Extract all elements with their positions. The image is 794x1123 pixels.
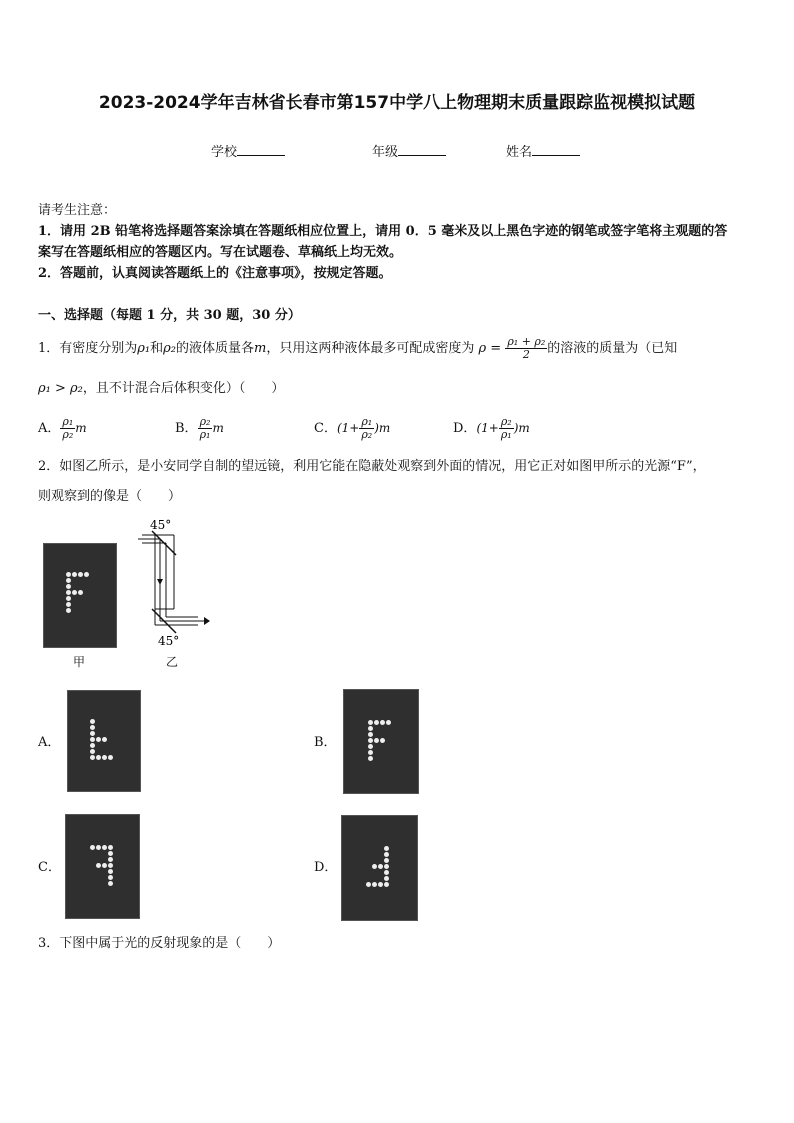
light-dot <box>78 572 83 577</box>
angle-top-label: 45° <box>150 518 172 532</box>
light-dot <box>72 572 77 577</box>
light-dot <box>108 857 113 862</box>
light-dot <box>78 590 83 595</box>
q1-option-suffix: )m <box>374 421 391 435</box>
q1-option-fraction <box>499 416 514 441</box>
q1-frac-num: ρ₁ + ρ₂ <box>507 335 546 348</box>
light-dot <box>96 755 101 760</box>
light-dot <box>374 738 379 743</box>
light-dot <box>368 744 373 749</box>
q1-rho: ρ = <box>478 341 502 356</box>
light-dot <box>108 755 113 760</box>
notice-item2: 2．答题前，认真阅读答题纸上的《注意事项》，按规定答题。 <box>38 266 392 281</box>
light-dot <box>90 719 95 724</box>
light-dot <box>368 738 373 743</box>
light-dot <box>368 720 373 725</box>
q3-stem: 3．下图中属于光的反射现象的是（ ） <box>38 936 281 951</box>
grade-blank <box>398 143 446 156</box>
light-dot <box>368 732 373 737</box>
light-dot <box>384 876 389 881</box>
q1-frac-den: 2 <box>522 348 530 361</box>
q2-option-a-label: A． <box>38 735 61 750</box>
q1-option-fraction <box>198 416 213 441</box>
school-blank <box>237 143 285 156</box>
light-dot <box>108 851 113 856</box>
q1-condition: ρ₁ > ρ₂ <box>38 381 83 396</box>
q1-option-label: D． <box>453 421 477 436</box>
light-dot <box>384 870 389 875</box>
light-dot <box>384 846 389 851</box>
light-dot <box>374 720 379 725</box>
page-title: 2023-2024学年吉林省长春市第157中学八上物理期末质量跟踪监视模拟试题 <box>98 93 696 113</box>
light-dot <box>90 725 95 730</box>
q2-option-b-label: B． <box>314 735 337 750</box>
q1-option-suffix: m <box>212 421 224 435</box>
light-dot <box>384 864 389 869</box>
name-label: 姓名 <box>506 145 533 160</box>
notice-item1b: 案写在答题纸相应的答题区内。写在试题卷、草稿纸上均无效。 <box>38 245 403 260</box>
q2-option-c-image[interactable] <box>65 814 140 919</box>
light-dot <box>66 572 71 577</box>
q2-stem-line1: 2．如图乙所示，是小安同学自制的望远镜，利用它能在隐蔽处观察到外面的情况，用它正对如图甲所示的光源“F”， <box>38 459 706 474</box>
light-dot <box>96 845 101 850</box>
q1-text-and: 和 <box>150 341 164 356</box>
q1-option-prefix: (1+ <box>336 421 360 435</box>
q1-option-denominator: ρ₂ <box>361 428 373 441</box>
light-dot <box>66 596 71 601</box>
figure-yi-periscope <box>138 517 213 647</box>
light-dot <box>108 863 113 868</box>
light-dot <box>102 863 107 868</box>
figure-jia-caption: 甲 <box>73 655 86 669</box>
light-dot <box>366 882 371 887</box>
light-dot <box>378 864 383 869</box>
q1-option-b[interactable] <box>175 416 224 441</box>
light-dot <box>368 750 373 755</box>
q1-m: m <box>254 341 267 356</box>
q1-text-5: ，且不计混合后体积变化）（ ） <box>82 381 285 396</box>
q1-text-4: 的溶液的质量为（已知 <box>547 341 678 356</box>
q1-option-denominator: ρ₂ <box>62 428 74 441</box>
light-dot <box>96 863 101 868</box>
q1-rho2: ρ₂ <box>163 341 177 356</box>
light-dot <box>66 590 71 595</box>
light-dot <box>66 602 71 607</box>
q1-option-denominator: ρ₁ <box>500 428 512 441</box>
light-dot <box>368 756 373 761</box>
q1-text-2: 的液体质量各 <box>176 341 255 356</box>
grade-label: 年级 <box>372 145 399 160</box>
q1-option-fraction <box>60 416 75 441</box>
q1-option-denominator: ρ₁ <box>199 428 211 441</box>
light-dot <box>384 858 389 863</box>
light-dot <box>378 882 383 887</box>
light-dot <box>102 845 107 850</box>
q1-density-fraction <box>505 336 547 361</box>
light-dot <box>66 584 71 589</box>
light-dot <box>90 749 95 754</box>
q2-option-d-label: D． <box>314 860 338 875</box>
light-dot <box>96 737 101 742</box>
light-dot <box>90 845 95 850</box>
light-dot <box>102 755 107 760</box>
light-dot <box>66 578 71 583</box>
q1-text-3: ，只用这两种液体最多可配成密度为 <box>266 341 475 356</box>
school-field <box>211 141 285 160</box>
light-dot <box>108 869 113 874</box>
name-blank <box>532 143 580 156</box>
q1-rho1: ρ₁ <box>137 341 151 356</box>
light-dot <box>90 755 95 760</box>
q1-option-fraction <box>359 416 374 441</box>
light-dot <box>380 720 385 725</box>
q1-option-numerator: ρ₂ <box>500 415 512 428</box>
section-heading: 一、选择题（每题 1 分，共 30 题，30 分） <box>38 308 301 323</box>
q2-option-a-image[interactable] <box>67 690 141 792</box>
light-dot <box>372 882 377 887</box>
notice-heading: 请考生注意： <box>38 203 117 218</box>
light-dot <box>108 845 113 850</box>
light-dot <box>108 881 113 886</box>
light-dot <box>84 572 89 577</box>
light-dot <box>384 852 389 857</box>
q1-option-numerator: ρ₂ <box>199 415 211 428</box>
angle-bottom-label: 45° <box>158 634 180 647</box>
light-dot <box>72 590 77 595</box>
q1-option-c[interactable] <box>314 416 390 441</box>
q1-option-d[interactable] <box>453 416 530 441</box>
q1-option-label: C． <box>314 421 337 436</box>
q1-option-prefix: (1+ <box>476 421 499 435</box>
light-dot <box>368 726 373 731</box>
light-dot <box>380 738 385 743</box>
notice-item1a: 1．请用 2B 铅笔将选择题答案涂填在答题纸相应位置上，请用 0．5 毫米及以上黑色字迹的钢笔或签字笔将主观题的答 <box>38 224 728 239</box>
q2-stem-line2: 则观察到的像是（ ） <box>38 489 182 504</box>
q1-option-label: A． <box>38 421 61 436</box>
q1-option-numerator: ρ₁ <box>62 415 74 428</box>
name-field <box>506 141 580 160</box>
q1-stem-line2 <box>38 378 284 399</box>
grade-field <box>372 141 446 160</box>
q2-option-d-image[interactable] <box>341 815 418 921</box>
figure-jia-light-source <box>43 543 117 648</box>
light-dot <box>108 875 113 880</box>
q2-option-b-image[interactable] <box>343 689 419 794</box>
light-dot <box>102 737 107 742</box>
school-label: 学校 <box>211 145 238 160</box>
q2-option-c-label: C． <box>38 860 61 875</box>
light-dot <box>66 608 71 613</box>
q1-option-a[interactable] <box>38 416 87 441</box>
light-dot <box>90 731 95 736</box>
light-dot <box>90 743 95 748</box>
q1-text-1: 1．有密度分别为 <box>38 341 138 356</box>
light-dot <box>372 864 377 869</box>
light-dot <box>386 720 391 725</box>
q1-option-label: B． <box>175 421 198 436</box>
q1-stem-line1 <box>38 336 677 361</box>
q1-option-numerator: ρ₁ <box>361 415 373 428</box>
light-dot <box>90 737 95 742</box>
figure-yi-caption: 乙 <box>166 655 179 669</box>
q1-option-suffix: )m <box>513 421 530 435</box>
q1-option-suffix: m <box>75 421 87 435</box>
light-dot <box>384 882 389 887</box>
q1-options <box>38 416 738 450</box>
